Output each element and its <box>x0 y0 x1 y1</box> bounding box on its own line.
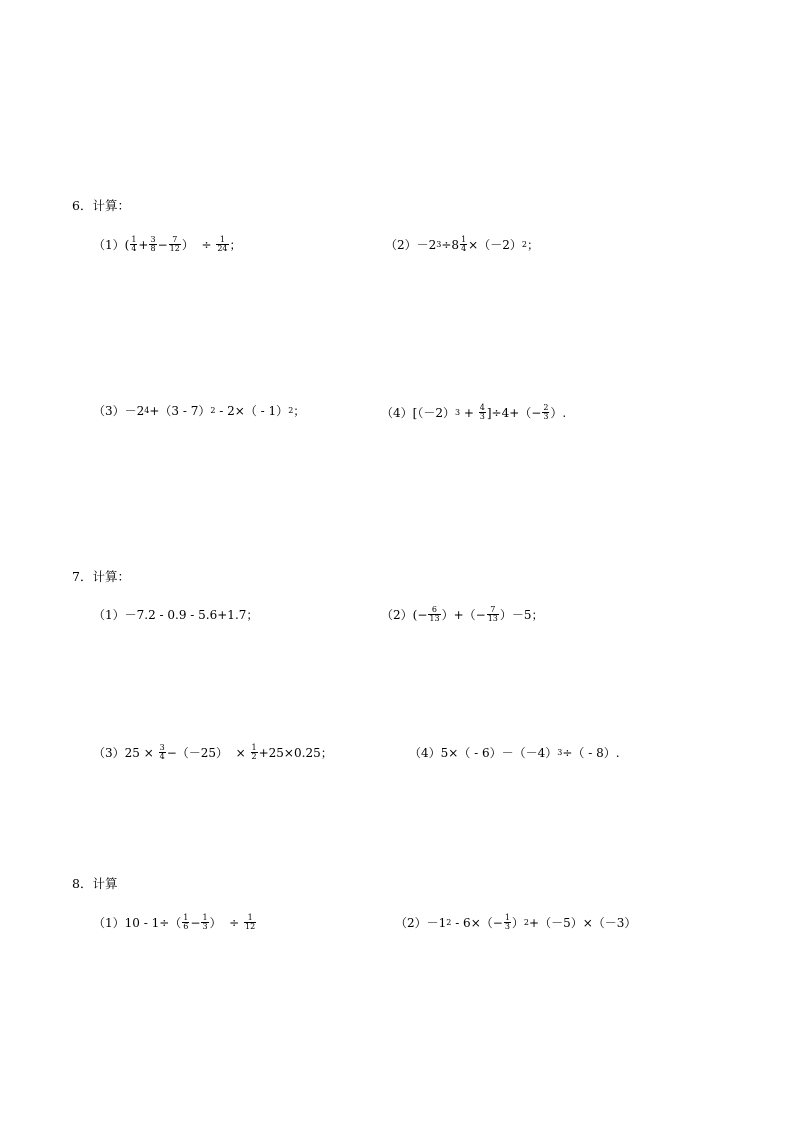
fraction-denominator: 6 <box>183 922 189 931</box>
expr-text: ）+（− <box>441 607 486 622</box>
fraction-numerator: 1 <box>183 913 189 922</box>
fraction <box>130 236 137 253</box>
expr-text: ） ÷ <box>181 237 216 252</box>
fraction-numerator: 1 <box>244 914 256 923</box>
expr-text: −（－25） × <box>166 745 250 760</box>
expr-text: ÷（ - 8）. <box>562 746 620 760</box>
fraction-numerator: 3 <box>159 743 165 752</box>
expr-text: - 6×（− <box>451 915 503 930</box>
fraction-denominator: 4 <box>131 244 137 253</box>
expr-text: （3）－2 <box>93 404 145 418</box>
problem-6-3: （3）－2 4 +（3 - 7） 2 - 2×（ - 1） 2 ； <box>93 404 306 418</box>
fraction <box>504 914 511 931</box>
fraction <box>182 914 189 931</box>
fraction <box>216 236 228 253</box>
fraction-denominator: 8 <box>150 244 156 253</box>
fraction-denominator: 12 <box>245 922 256 931</box>
problem-7-4: （4）5×（ - 6）－（－4） 3 ÷（ - 8）. <box>409 746 620 760</box>
fraction <box>542 404 549 421</box>
expr-text: +25×0.25； <box>258 745 333 760</box>
expr-text: （1）( <box>93 237 130 252</box>
fraction <box>201 914 208 931</box>
fraction-numerator: 6 <box>428 606 440 615</box>
problem-8-2: （2）－1 2 - 6×（− $\frac{1}{3}$ ） 2 +（－5）×（－3） <box>395 913 637 931</box>
section-7-heading: 7．计算： <box>72 569 130 584</box>
fraction-denominator: 13 <box>429 614 440 623</box>
expr-text: （3）25 × <box>93 745 158 760</box>
expr-text: ×（－2） <box>468 237 522 252</box>
fraction <box>479 404 486 421</box>
expr-text: − <box>157 237 168 252</box>
expr-text: （1）－7.2 - 0.9 - 5.6+1.7； <box>93 608 259 622</box>
section-6-heading: 6．计算： <box>72 198 130 213</box>
fraction <box>251 744 258 761</box>
fraction-numerator: 2 <box>543 403 549 412</box>
fraction-denominator: 12 <box>169 244 180 253</box>
expr-text: （1）10 - 1÷（ <box>93 915 182 930</box>
fraction <box>487 606 499 623</box>
fraction-numerator: 1 <box>461 235 467 244</box>
fraction <box>244 914 256 931</box>
fraction-denominator: 3 <box>543 412 549 421</box>
expr-text: − <box>190 915 201 930</box>
fraction-denominator: 3 <box>479 412 485 421</box>
expr-text: + <box>460 405 478 420</box>
fraction-numerator: 3 <box>150 235 156 244</box>
problem-7-1 <box>93 608 258 622</box>
problem-6-2: （2）－2 3 ÷8 $\frac{1}{4}$ ×（－2） 2 ； <box>385 235 539 253</box>
fraction-numerator: 1 <box>202 913 208 922</box>
expr-text: ）. <box>550 405 567 420</box>
expr-text: （2）－1 <box>395 915 447 930</box>
fraction <box>149 236 156 253</box>
expr-text: ； <box>293 404 306 418</box>
fraction-numerator: 1 <box>216 236 228 245</box>
expr-text: （2）－2 <box>385 237 437 252</box>
fraction-denominator: 4 <box>461 244 467 253</box>
fraction-numerator: 1 <box>131 235 137 244</box>
expr-text: ） ÷ <box>209 915 244 930</box>
fraction <box>159 744 166 761</box>
expr-text: - 2×（ - 1） <box>215 404 289 418</box>
fraction-numerator: 1 <box>251 743 257 752</box>
problem-8-1 <box>93 914 257 931</box>
fraction-denominator: 2 <box>251 752 257 761</box>
fraction-numerator: 7 <box>169 236 181 245</box>
section-8-heading: 8．计算 <box>72 876 118 891</box>
problem-7-2 <box>381 606 544 623</box>
fraction <box>460 236 467 253</box>
fraction-numerator: 7 <box>487 606 499 615</box>
expr-text: （4）5×（ - 6）－（－4） <box>409 746 558 760</box>
fraction-numerator: 1 <box>504 913 510 922</box>
expr-text: （4）[（－2） <box>381 405 455 420</box>
expr-text: ； <box>526 237 539 252</box>
expr-text: ； <box>229 237 242 252</box>
problem-6-4: （4）[（－2） 3 + $\frac{4}{3}$ ]÷4+（− $\frac{2}{3}$ ）. <box>381 403 567 421</box>
problem-6-1 <box>93 236 242 253</box>
fraction-denominator: 3 <box>504 922 510 931</box>
fraction-numerator: 4 <box>479 403 485 412</box>
fraction-denominator: 4 <box>159 752 165 761</box>
fraction-denominator: 13 <box>487 614 498 623</box>
fraction <box>428 606 440 623</box>
expr-text: （2）(− <box>381 607 428 622</box>
expr-text: +（－5）×（－3） <box>529 915 637 930</box>
expr-text: ÷8 <box>441 237 460 252</box>
expr-text: + <box>138 237 149 252</box>
fraction-denominator: 24 <box>217 244 228 253</box>
fraction <box>169 236 181 253</box>
fraction-denominator: 3 <box>202 922 208 931</box>
problem-7-3 <box>93 744 333 761</box>
expr-text: ） <box>511 915 524 930</box>
expr-text: ]÷4+（− <box>486 405 542 420</box>
expr-text: ）－5； <box>499 607 544 622</box>
expr-text: +（3 - 7） <box>149 404 211 418</box>
